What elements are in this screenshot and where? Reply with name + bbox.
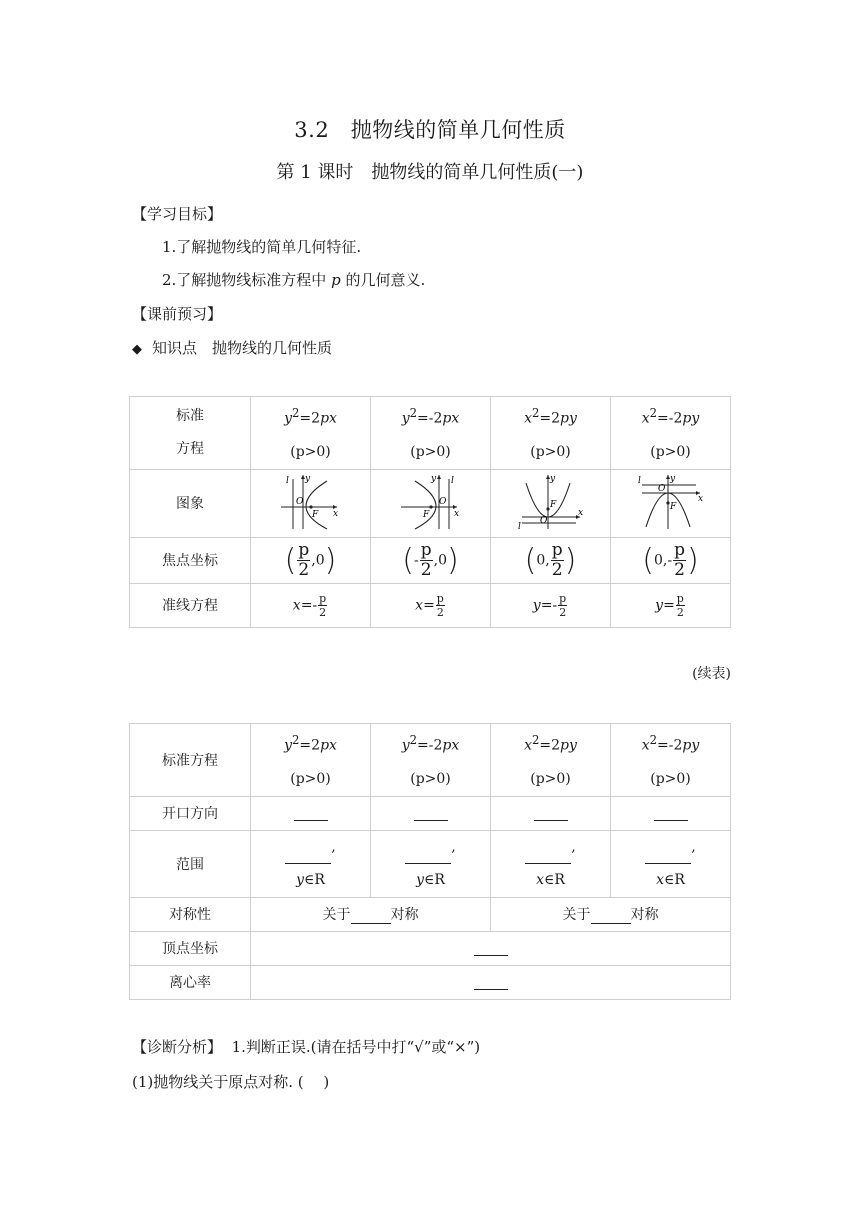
frac-p-over-2: $\frac{p}{2}$ bbox=[298, 539, 310, 580]
symmetry-prefix: 关于 bbox=[562, 907, 591, 924]
parabola-up-graph bbox=[516, 471, 586, 531]
eq-var: y bbox=[401, 737, 410, 754]
frac-p-over-2: $\frac{p}{2}$ bbox=[420, 539, 432, 580]
range-cell: , x∈R bbox=[611, 830, 731, 897]
knowledge-point-line bbox=[132, 337, 332, 358]
eccentricity-cell bbox=[251, 965, 731, 999]
table1-eq-cell: $x^2=2py$ (p>0) bbox=[491, 397, 611, 470]
question-1: (1)抛物线关于原点对称. ( ) bbox=[132, 1073, 330, 1091]
eq-var: x bbox=[524, 410, 532, 427]
diagnosis-heading: 【诊断分析】 bbox=[132, 1038, 223, 1056]
table2-range-row bbox=[130, 830, 731, 897]
answer-blank[interactable] bbox=[351, 923, 391, 924]
eq-var: y bbox=[284, 737, 292, 754]
answer-blank[interactable] bbox=[474, 955, 508, 956]
eq-coef: =-2 bbox=[417, 410, 443, 427]
parabola-left-graph bbox=[399, 471, 463, 531]
table1-header-directrix: 准线方程 bbox=[130, 583, 251, 627]
eq-condition: (p>0) bbox=[290, 770, 331, 787]
symmetry-cell-x bbox=[251, 897, 491, 931]
table2-eq-cell: $y^2=-2px$ (p>0) bbox=[371, 724, 491, 797]
opening-blank-cell bbox=[611, 796, 731, 830]
diagnosis-line bbox=[132, 1036, 480, 1057]
svg-text:l: l bbox=[285, 476, 289, 487]
table2-header-eccentricity: 离心率 bbox=[130, 965, 251, 999]
eq-condition: (p>0) bbox=[650, 443, 691, 460]
frac-p-over-2: $\frac{p}{2}$ bbox=[551, 539, 563, 580]
symmetry-suffix: 对称 bbox=[630, 907, 659, 924]
svg-text:l: l bbox=[517, 522, 521, 532]
svg-text:O: O bbox=[438, 497, 446, 508]
eq-condition: (p>0) bbox=[530, 770, 571, 787]
properties-table-1 bbox=[129, 396, 731, 628]
table1-focus-row bbox=[130, 537, 731, 583]
table2-eq-cell: $y^2=2px$ (p>0) bbox=[251, 724, 371, 797]
table1-directrix-row bbox=[130, 583, 731, 627]
eq-var: x bbox=[641, 737, 650, 754]
svg-text:x: x bbox=[332, 509, 338, 520]
focus-cell: ( $\frac{p}{2}$ ,0) bbox=[251, 537, 371, 583]
page-title: 3.2 抛物线的简单几何性质 bbox=[294, 118, 566, 142]
directrix-cell: x=- $\frac{p}{2}$ bbox=[251, 583, 371, 627]
table1-graph-row bbox=[130, 469, 731, 537]
preview-heading: 【课前预习】 bbox=[132, 305, 223, 323]
table2-vertex-row bbox=[130, 931, 731, 965]
objective-2 bbox=[162, 269, 425, 290]
answer-blank[interactable] bbox=[414, 820, 448, 821]
svg-text:y: y bbox=[430, 474, 436, 485]
table2-header-opening: 开口方向 bbox=[130, 796, 251, 830]
answer-blank[interactable] bbox=[294, 820, 328, 821]
table2-eq-cell: $x^2=2py$ (p>0) bbox=[491, 724, 611, 797]
svg-text:y: y bbox=[669, 474, 675, 485]
eq-tail: py bbox=[560, 737, 577, 754]
frac-p-over-2: $\frac{p}{2}$ bbox=[674, 539, 685, 580]
directrix-cell: y=- $\frac{p}{2}$ bbox=[491, 583, 611, 627]
svg-text:O: O bbox=[539, 516, 547, 527]
range-cell: , y∈R bbox=[371, 830, 491, 897]
objective-2-variable: p bbox=[331, 271, 341, 289]
eq-tail: py bbox=[560, 410, 577, 427]
lesson-subtitle: 第 1 课时 抛物线的简单几何性质(一) bbox=[276, 162, 584, 183]
table2-opening-row bbox=[130, 796, 731, 830]
eq-var: x bbox=[641, 410, 650, 427]
eq-tail: py bbox=[682, 410, 700, 427]
eq-coef: =-2 bbox=[417, 737, 443, 754]
graph-cell bbox=[611, 469, 731, 537]
svg-text:F: F bbox=[669, 502, 676, 513]
focus-cell: (- $\frac{p}{2}$ ,0) bbox=[371, 537, 491, 583]
table1-equation-row bbox=[130, 397, 731, 470]
graph-cell bbox=[251, 469, 371, 537]
table1-header-equation bbox=[130, 397, 251, 470]
eq-condition: (p>0) bbox=[410, 443, 451, 460]
answer-blank[interactable] bbox=[654, 820, 688, 821]
eq-coef: =2 bbox=[299, 410, 321, 427]
eq-tail: px bbox=[320, 737, 337, 754]
svg-text:F: F bbox=[422, 510, 429, 521]
graph-cell bbox=[371, 469, 491, 537]
table1-header-graph: 图象 bbox=[130, 469, 251, 537]
eq-coef: =-2 bbox=[657, 410, 683, 427]
table2-header-symmetry: 对称性 bbox=[130, 897, 251, 931]
symmetry-prefix: 关于 bbox=[322, 907, 351, 924]
eq-coef: =-2 bbox=[657, 737, 683, 754]
objective-2-text: 2.了解抛物线标准方程中 bbox=[162, 271, 332, 289]
eq-var: y bbox=[284, 410, 292, 427]
symmetry-suffix: 对称 bbox=[390, 907, 419, 924]
range-cell: , y∈R bbox=[251, 830, 371, 897]
table1-eq-cell: $y^2=-2px$ (p>0) bbox=[371, 397, 491, 470]
parabola-right-graph bbox=[279, 471, 343, 531]
svg-text:x: x bbox=[453, 509, 459, 520]
diamond-bullet-icon: ◆ bbox=[132, 342, 142, 357]
eq-coef: =2 bbox=[539, 737, 561, 754]
knowledge-point-label: 知识点 抛物线的几何性质 bbox=[152, 339, 333, 357]
svg-text:O: O bbox=[295, 497, 303, 508]
eq-coef: =2 bbox=[299, 737, 321, 754]
svg-text:F: F bbox=[311, 510, 318, 521]
focus-cell: (0, $\frac{p}{2}$ ) bbox=[491, 537, 611, 583]
eq-tail: py bbox=[682, 737, 700, 754]
svg-text:y: y bbox=[549, 474, 555, 485]
continued-label: (续表) bbox=[692, 666, 731, 682]
eq-condition: (p>0) bbox=[530, 443, 571, 460]
eq-condition: (p>0) bbox=[410, 770, 451, 787]
parabola-down-graph bbox=[636, 471, 706, 531]
eq-var: y bbox=[401, 410, 410, 427]
properties-table-2 bbox=[129, 723, 731, 1000]
range-cell: , x∈R bbox=[491, 830, 611, 897]
focus-cell: (0,- $\frac{p}{2}$ ) bbox=[611, 537, 731, 583]
objective-2-text-end: 的几何意义. bbox=[340, 271, 426, 289]
table1-eq-cell: $y^2=2px$ (p>0) bbox=[251, 397, 371, 470]
eq-condition: (p>0) bbox=[650, 770, 691, 787]
objectives-heading: 【学习目标】 bbox=[132, 205, 223, 223]
equation-header-line1: 标准 bbox=[176, 407, 204, 424]
table2-header-vertex: 顶点坐标 bbox=[130, 931, 251, 965]
svg-text:y: y bbox=[304, 474, 310, 485]
svg-text:x: x bbox=[697, 494, 703, 505]
svg-text:O: O bbox=[657, 484, 665, 495]
diagnosis-task: 1.判断正误.(请在括号中打“√”或“×”) bbox=[231, 1038, 481, 1056]
opening-blank-cell bbox=[371, 796, 491, 830]
directrix-cell: y= $\frac{p}{2}$ bbox=[611, 583, 731, 627]
eq-coef: =2 bbox=[539, 410, 561, 427]
symmetry-cell-y bbox=[491, 897, 731, 931]
opening-blank-cell bbox=[251, 796, 371, 830]
table2-eccentricity-row bbox=[130, 965, 731, 999]
table1-header-focus: 焦点坐标 bbox=[130, 537, 251, 583]
graph-cell bbox=[491, 469, 611, 537]
table1-eq-cell: $x^2=-2py$ (p>0) bbox=[611, 397, 731, 470]
table2-header-range: 范围 bbox=[130, 830, 251, 897]
objective-1: 1.了解抛物线的简单几何特征. bbox=[162, 238, 362, 256]
answer-blank[interactable] bbox=[591, 923, 631, 924]
answer-blank[interactable] bbox=[474, 989, 508, 990]
eq-tail: px bbox=[442, 410, 460, 427]
svg-text:x: x bbox=[577, 508, 583, 519]
opening-blank-cell bbox=[491, 796, 611, 830]
equation-header-line2: 方程 bbox=[176, 440, 204, 457]
svg-text:F: F bbox=[549, 500, 556, 511]
eq-tail: px bbox=[442, 737, 460, 754]
answer-blank[interactable] bbox=[534, 820, 568, 821]
table2-symmetry-row bbox=[130, 897, 731, 931]
table2-header-equation: 标准方程 bbox=[130, 724, 251, 797]
eq-condition: (p>0) bbox=[290, 443, 331, 460]
eq-tail: px bbox=[320, 410, 337, 427]
vertex-cell bbox=[251, 931, 731, 965]
svg-text:l: l bbox=[450, 476, 454, 487]
directrix-cell: x= $\frac{p}{2}$ bbox=[371, 583, 491, 627]
svg-text:l: l bbox=[637, 476, 641, 487]
eq-var: x bbox=[524, 737, 532, 754]
table2-equation-row bbox=[130, 724, 731, 797]
table2-eq-cell: $x^2=-2py$ (p>0) bbox=[611, 724, 731, 797]
